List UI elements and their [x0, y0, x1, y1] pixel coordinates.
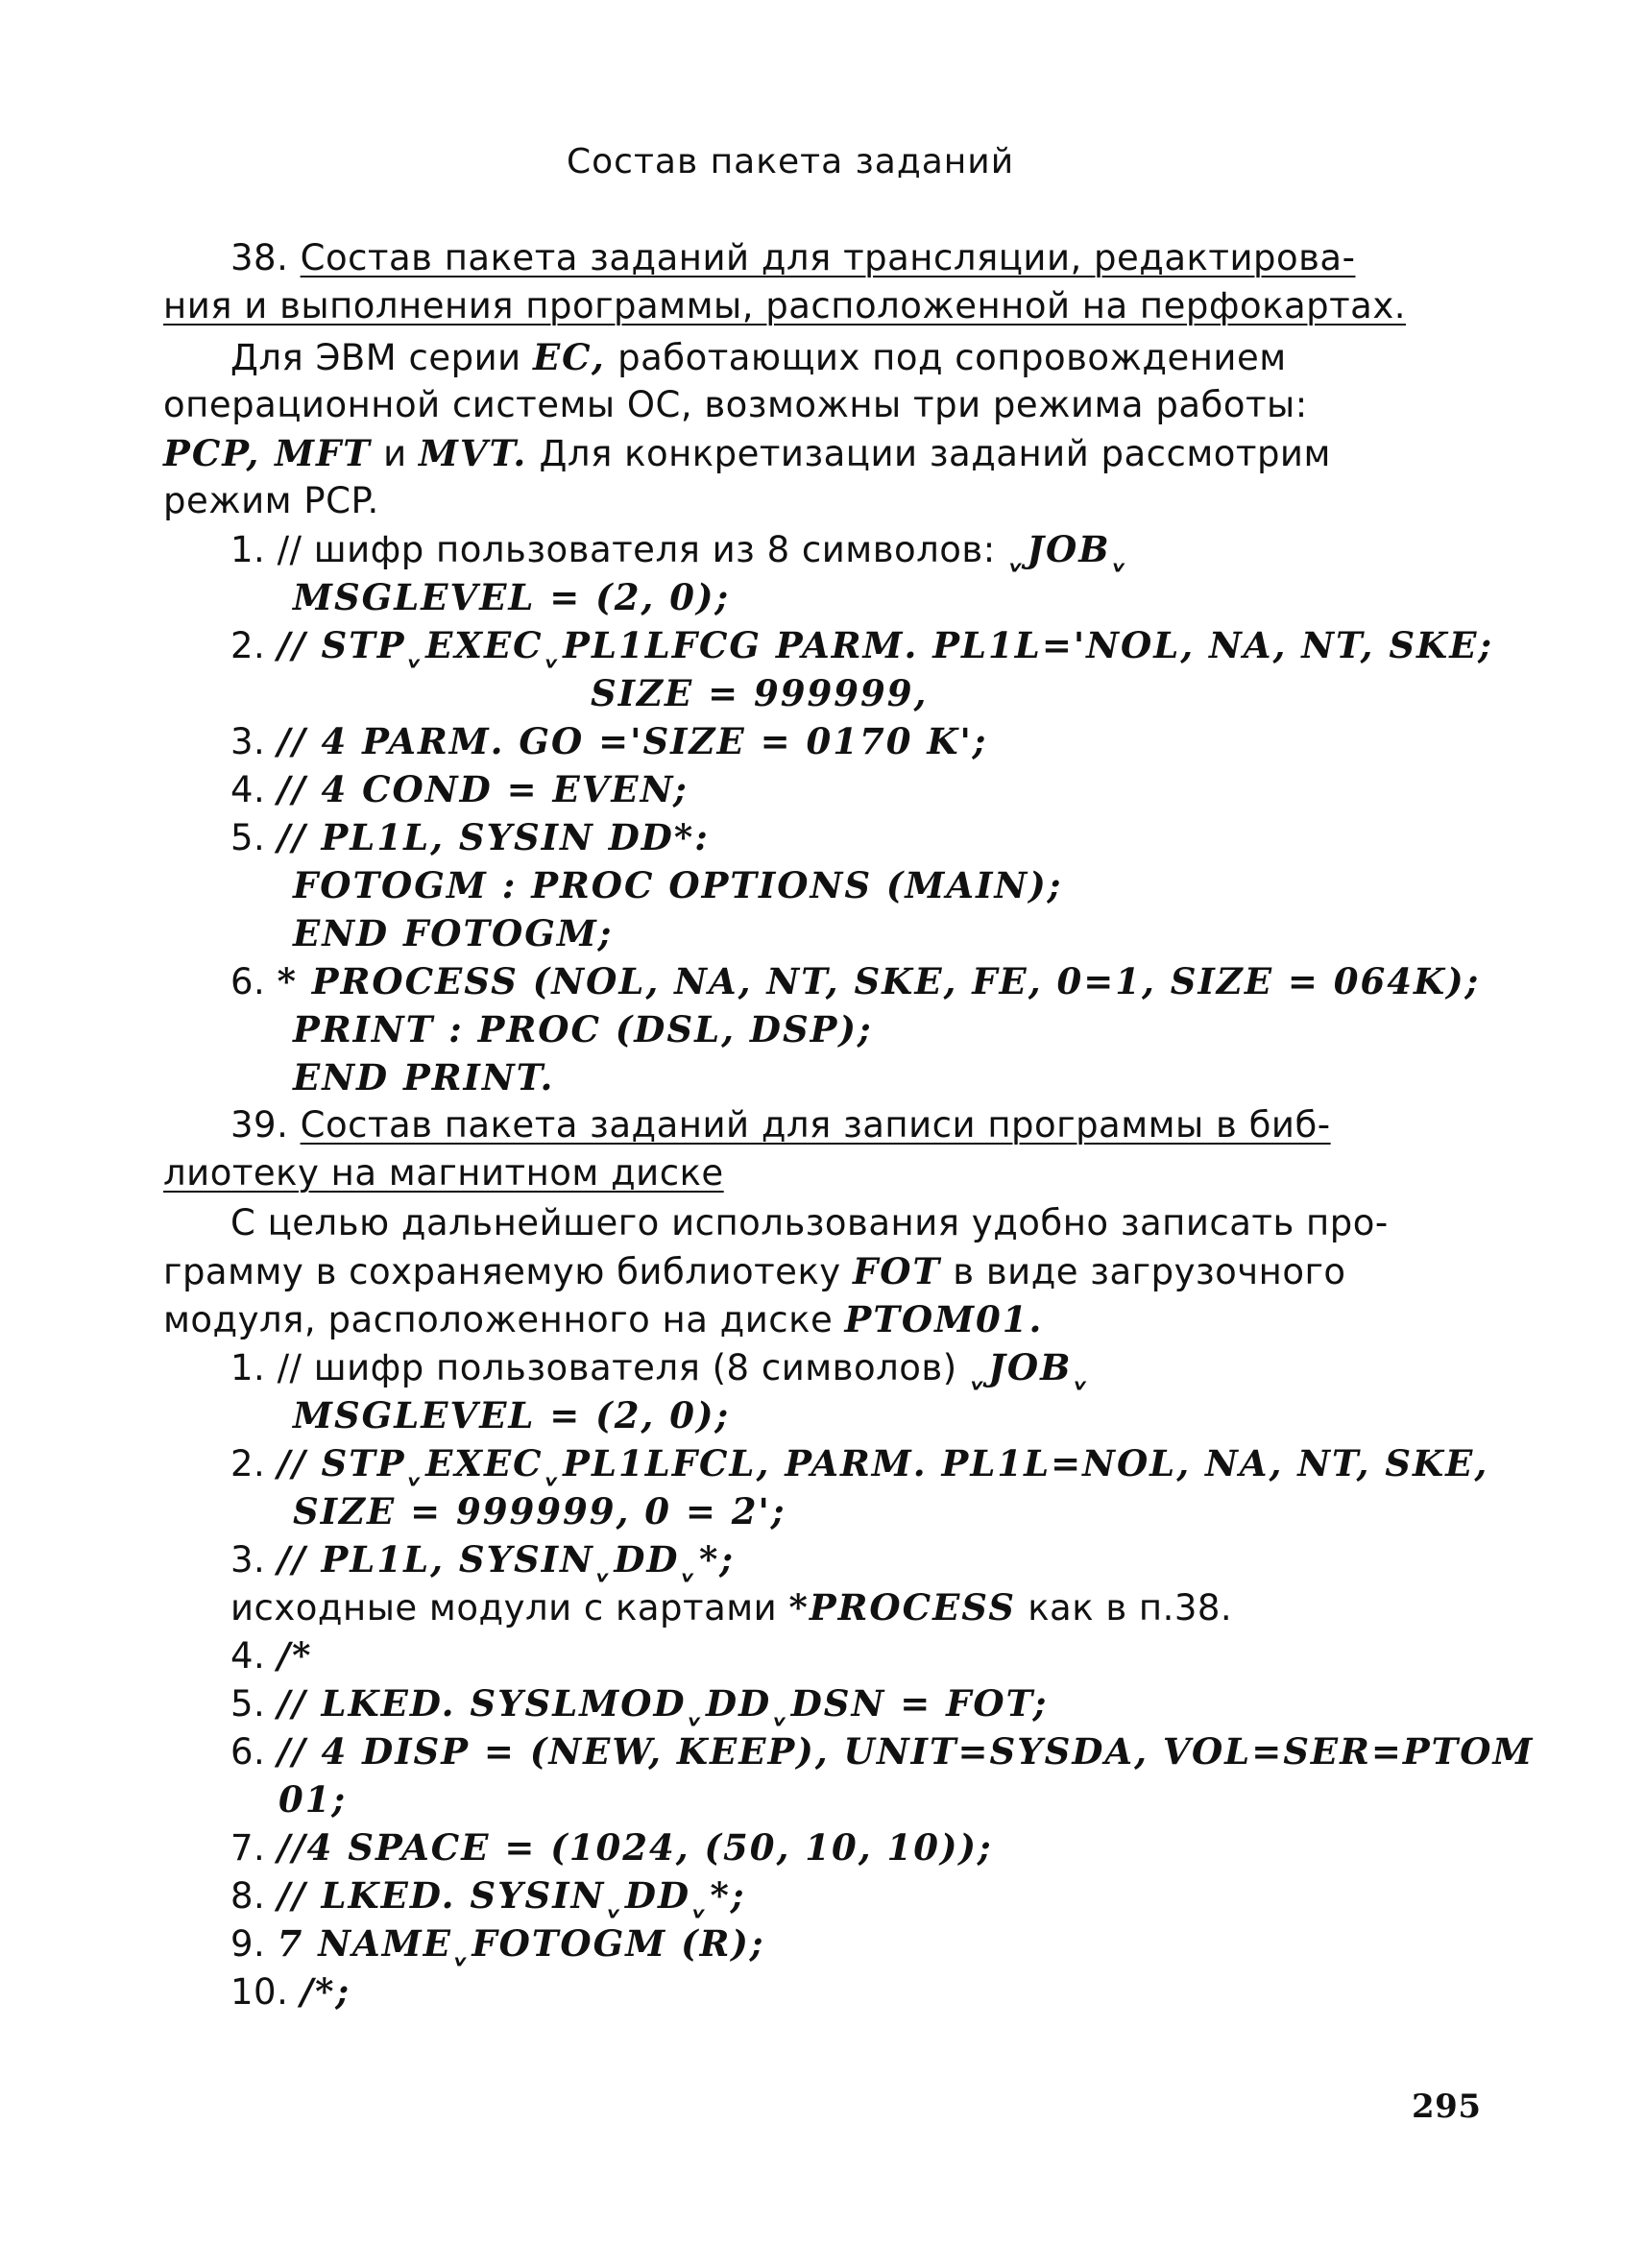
list-item [230, 526, 1130, 573]
section-number: 38. [230, 237, 289, 278]
text: // шифр пользователя из 8 символов: [277, 529, 996, 570]
item-number: 6. [230, 1731, 266, 1773]
list-item [230, 1344, 1092, 1391]
list-item [230, 718, 987, 765]
text-italic: PCP, MFT [163, 432, 372, 474]
section-38-title-line-2: ния и выполнения программы, расположенной на перфокартах. [163, 285, 1407, 326]
section-39-title-line-1 [230, 1102, 1331, 1148]
paragraph-line [163, 430, 1331, 477]
text-italic: 7 NAMEˬFOTOGM (R); [277, 1922, 765, 1965]
list-item-continuation [230, 1584, 1232, 1631]
text: в виде загрузочного [953, 1251, 1346, 1292]
list-item-continuation: PRINT : PROC (DSL, DSP); [293, 1008, 873, 1050]
list-item-continuation: FOTOGM : PROC OPTIONS (MAIN); [293, 864, 1063, 906]
list-item [230, 1824, 993, 1871]
item-number: 10. [230, 1971, 289, 2013]
text-italic: // PL1L, SYSIN DD*: [277, 816, 710, 858]
running-header: Состав пакета заданий [567, 142, 1015, 181]
section-39-title-line-2: лиотеку на магнитном диске [163, 1152, 724, 1194]
item-number: 4. [230, 769, 266, 810]
section-title: Состав пакета заданий для записи программы в биб- [300, 1104, 1331, 1146]
text: работающих под сопровождением [617, 337, 1287, 378]
text-italic: // STPˬEXECˬPL1LFCL, PARM. PL1L=NOL, NA, NT, SKE, [277, 1442, 1489, 1484]
list-item-continuation: SIZE = 999999, [591, 672, 929, 714]
item-number: 3. [230, 1539, 266, 1580]
text: грамму в сохраняемую библиотеку [163, 1251, 841, 1292]
section-number: 39. [230, 1104, 289, 1146]
item-number: 1. [230, 529, 266, 570]
paragraph-line [163, 1248, 1346, 1295]
text-italic: // STPˬEXECˬPL1LFCG PARM. PL1L='NOL, NA, NT, SKE; [277, 624, 1494, 666]
item-number: 6. [230, 961, 266, 1002]
paragraph-line [163, 1296, 1043, 1343]
item-number: 7. [230, 1827, 266, 1869]
paragraph-line: операционной системы ОС, возможны три режима работы: [163, 384, 1308, 425]
item-number: 9. [230, 1923, 266, 1965]
text-italic: MVT. [418, 432, 528, 474]
text-italic: // 4 PARM. GO ='SIZE = 0170 K'; [277, 720, 988, 762]
text-italic: * PROCESS (NOL, NA, NT, SKE, FE, 0=1, SIZE = 064K); [277, 960, 1481, 1002]
text-italic: ˬJOBˬ [1006, 528, 1130, 570]
item-number: 1. [230, 1347, 266, 1388]
list-item [230, 1872, 746, 1919]
text-italic: // LKED. SYSLMODˬDDˬDSN = FOT; [277, 1682, 1049, 1725]
list-item [230, 1728, 1534, 1775]
text: Для ЭВМ серии [230, 337, 521, 378]
list-item-continuation: MSGLEVEL = (2, 0); [293, 1394, 731, 1436]
text: // шифр пользователя (8 символов) [277, 1347, 957, 1388]
list-item [230, 766, 689, 813]
paragraph-line: С целью дальнейшего использования удобно записать про- [230, 1202, 1389, 1243]
list-item [230, 622, 1493, 669]
list-item [230, 814, 710, 861]
text: модуля, расположенного на диске [163, 1299, 834, 1340]
text-italic: FOT [852, 1250, 942, 1292]
text-italic: // 4 DISP = (NEW, KEEP), UNIT=SYSDA, VOL=SER=PTOM [277, 1730, 1535, 1773]
item-number: 4. [230, 1635, 266, 1677]
list-item [230, 958, 1480, 1005]
paragraph-line: режим PCP. [163, 480, 379, 521]
list-item [230, 1680, 1048, 1727]
text-italic: // LKED. SYSINˬDDˬ*; [277, 1874, 746, 1917]
text-italic: PTOM01. [844, 1298, 1044, 1340]
section-38-title-line-1 [230, 235, 1355, 281]
text-italic: *PROCESS [788, 1586, 1016, 1629]
section-title: Состав пакета заданий для трансляции, редактирова- [300, 237, 1356, 278]
text-italic: /* [277, 1634, 313, 1677]
text: Для конкретизации заданий рассмотрим [539, 433, 1331, 474]
text-italic: //4 SPACE = (1024, (50, 10, 10)); [277, 1826, 993, 1869]
item-number: 5. [230, 1683, 266, 1725]
list-item [230, 1536, 735, 1583]
list-item-continuation: MSGLEVEL = (2, 0); [293, 576, 731, 618]
paragraph-line [230, 334, 1287, 381]
text-italic: /*; [300, 1970, 351, 2013]
item-number: 3. [230, 721, 266, 762]
list-item-continuation: END FOTOGM; [293, 912, 614, 954]
text-italic: // PL1L, SYSINˬDDˬ*; [277, 1538, 736, 1580]
list-item-continuation: SIZE = 999999, 0 = 2'; [293, 1490, 786, 1532]
text: и [383, 433, 407, 474]
text: как в п.38. [1028, 1587, 1233, 1629]
text-italic: ˬJOBˬ [968, 1346, 1092, 1388]
page-number: 295 [1412, 2087, 1482, 2126]
list-item [230, 1920, 765, 1967]
list-item [230, 1968, 351, 2015]
text-italic: EC, [532, 336, 606, 378]
item-number: 2. [230, 1443, 266, 1484]
list-item [230, 1632, 312, 1679]
list-item-continuation: 01; [278, 1778, 348, 1821]
text: исходные модули с картами [230, 1587, 778, 1629]
text-italic: // 4 COND = EVEN; [277, 768, 689, 810]
item-number: 5. [230, 817, 266, 858]
list-item [230, 1440, 1488, 1487]
item-number: 8. [230, 1875, 266, 1917]
item-number: 2. [230, 625, 266, 666]
list-item-continuation: END PRINT. [293, 1056, 555, 1098]
